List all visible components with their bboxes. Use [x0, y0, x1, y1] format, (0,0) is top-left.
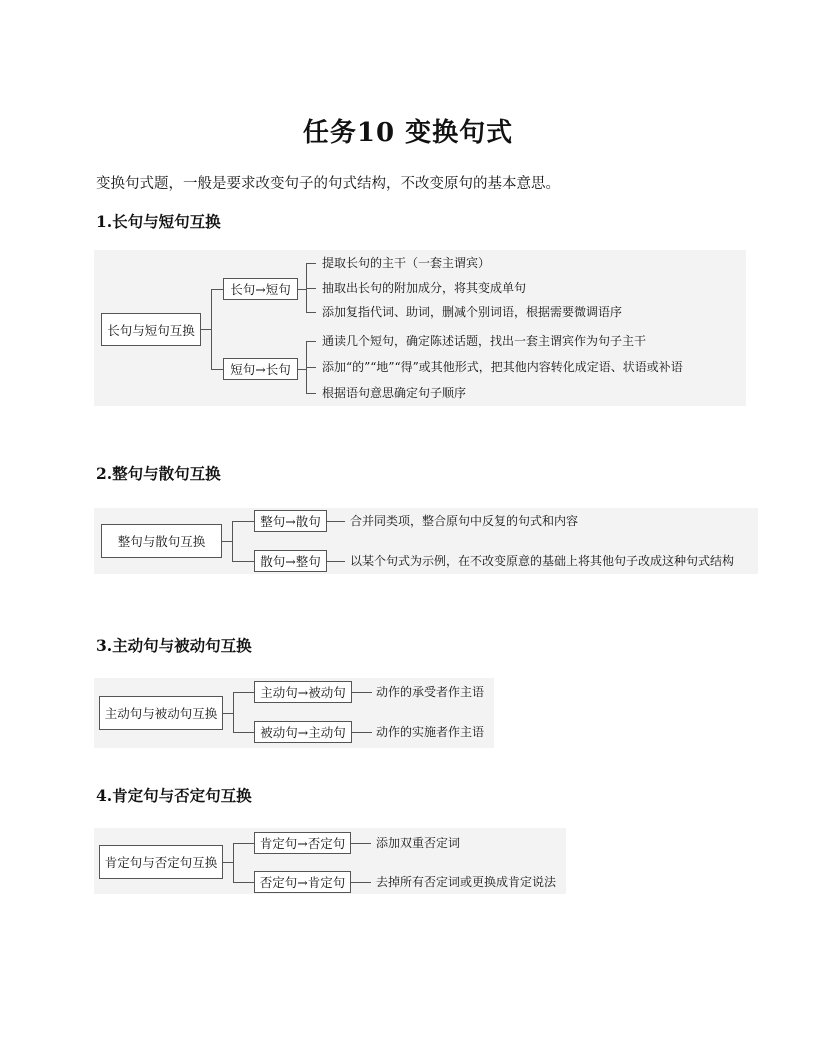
connector [306, 341, 316, 342]
section-3-heading: 3.主动句与被动句互换 [96, 636, 252, 655]
section-1-branch-2-item: 根据语句意思确定句子顺序 [322, 386, 467, 400]
section-1-root-box: 长句与短句互换 [101, 313, 201, 346]
connector [211, 289, 223, 290]
section-3-branch-1-box: 主动句→被动句 [254, 681, 352, 703]
connector [201, 329, 211, 330]
section-1-branch-1-box: 长句→短句 [223, 278, 298, 300]
section-2-root-box: 整句与散句互换 [101, 524, 222, 558]
connector [233, 843, 254, 844]
section-2-branch-1-item: 合并同类项，整合原句中反复的句式和内容 [350, 514, 579, 528]
connector [306, 288, 316, 289]
section-1-branch-1-item: 抽取出长句的附加成分，将其变成单句 [322, 281, 527, 295]
section-3-branch-1-item: 动作的承受者作主语 [376, 685, 485, 699]
section-2-branch-2-item: 以某个句式为示例，在不改变原意的基础上将其他句子改成这种句式结构 [350, 554, 735, 568]
connector [232, 521, 233, 561]
section-3-branch-2-box: 被动句→主动句 [254, 721, 352, 743]
connector [233, 882, 254, 883]
section-1-branch-1-item: 提取长句的主干（一套主谓宾） [322, 256, 491, 270]
connector [211, 289, 212, 369]
section-3-branch-2-item: 动作的实施者作主语 [376, 725, 485, 739]
section-4-root-box: 肯定句与否定句互换 [99, 845, 223, 879]
connector [298, 369, 306, 370]
connector [306, 393, 316, 394]
connector [223, 862, 233, 863]
section-1-branch-2-box: 短句→长句 [223, 358, 298, 380]
connector [352, 732, 372, 733]
section-1-heading: 1.长句与短句互换 [96, 212, 221, 231]
section-3-root-box: 主动句与被动句互换 [99, 696, 223, 730]
page-title: 任务10 变换句式 [302, 118, 514, 148]
section-4-branch-2-item: 去掉所有否定词或更换成肯定说法 [376, 875, 557, 889]
section-4-branch-1-box: 肯定句→否定句 [254, 832, 351, 854]
connector [233, 843, 234, 882]
section-1-branch-2-item: 添加“的”“地”“得”或其他形式，把其他内容转化成定语、状语或补语 [322, 360, 683, 374]
section-1-branch-1-item: 添加复指代词、助词，删减个别词语，根据需要微调语序 [322, 305, 623, 319]
connector [327, 561, 345, 562]
intro-paragraph: 变换句式题，一般是要求改变句子的句式结构，不改变原句的基本意思。 [96, 176, 560, 192]
section-2-heading: 2.整句与散句互换 [96, 464, 221, 483]
connector [222, 541, 232, 542]
connector [233, 692, 234, 732]
connector [211, 369, 223, 370]
connector [352, 692, 372, 693]
section-2-branch-2-box: 散句→整句 [254, 550, 327, 572]
connector [232, 561, 254, 562]
connector [306, 367, 316, 368]
section-4-heading: 4.肯定句与否定句互换 [96, 786, 252, 805]
section-2-branch-1-box: 整句→散句 [254, 510, 327, 532]
connector [233, 692, 254, 693]
section-4-branch-1-item: 添加双重否定词 [376, 836, 461, 850]
connector [223, 713, 233, 714]
connector [232, 521, 254, 522]
connector [298, 289, 306, 290]
connector [351, 843, 371, 844]
connector [306, 312, 316, 313]
connector [351, 882, 371, 883]
connector [327, 521, 345, 522]
section-1-branch-2-item: 通读几个短句，确定陈述话题，找出一套主谓宾作为句子主干 [322, 334, 647, 348]
connector [233, 732, 254, 733]
section-4-branch-2-box: 否定句→肯定句 [254, 871, 351, 893]
connector [306, 263, 316, 264]
